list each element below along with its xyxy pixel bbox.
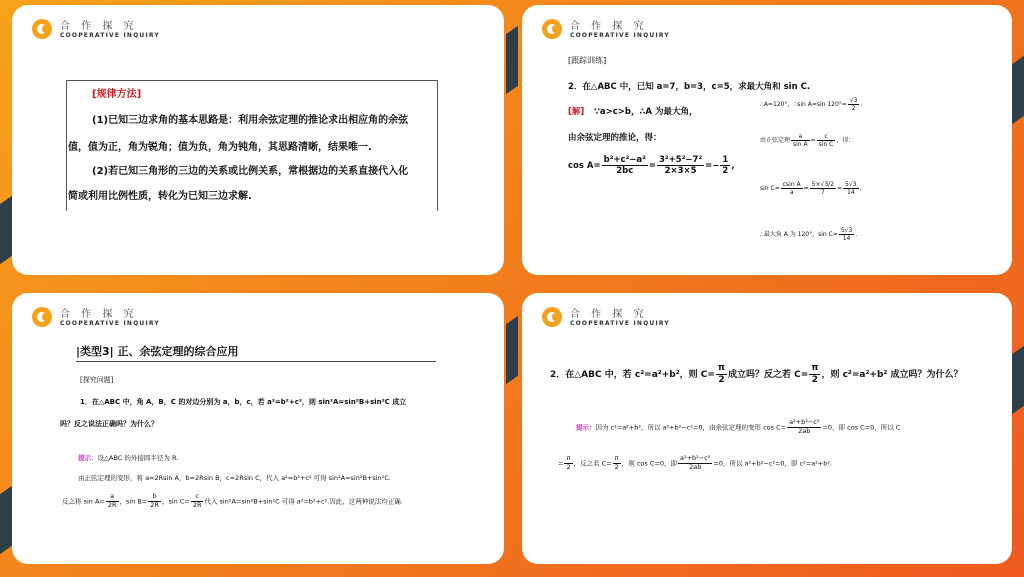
cos-prefix: cos A= [568,161,601,172]
question-text: 2．在△ABC 中，已知 a=7，b=3，c=5，求最大角和 sin C. [568,82,811,92]
numerator: 5√3 [845,181,857,188]
decor-stripe [506,316,518,384]
numerator: a²+b²−c² [789,418,820,426]
fraction [791,133,810,148]
header-title-en: COOPERATIVE INQUIRY [570,32,670,39]
numerator: 1 [722,155,729,165]
denominator: 2 [811,374,819,385]
fraction [848,97,860,112]
tip-line-2 [558,455,832,472]
decor-stripe [0,486,12,554]
denominator: 2 [614,462,619,471]
denominator: 2 [851,105,856,113]
text: 由正弦定理 [760,137,791,145]
logo-icon [32,19,52,39]
title-underline [76,361,436,362]
text: ，则 cos C=0，即 [621,459,677,468]
numerator: c [817,133,836,141]
denominator: 2R [107,500,117,509]
numerator: c [191,493,204,502]
slide-panel-4 [522,293,1012,564]
fraction [843,181,858,196]
header-title-en: COOPERATIVE INQUIRY [60,32,160,39]
numerator: 5×√3/2 [811,181,834,188]
denominator: 2 [722,166,729,177]
question-line: 1．在△ABC 中，角 A，B，C 的对边分别为 a，b，c，若 a²=b²+c²，则 sin²A=sin²B+sin²C 成立 [80,398,407,406]
proof-line: 由正弦定理的变形，将 a=2Rsin A，b=2Rsin B，c=2Rsin C，代入 a²=b²+c² 可得 sin²A=sin²B+sin²C. [78,474,391,482]
fraction [716,363,727,386]
denominator: 2ab [689,462,702,471]
tip-line [78,453,178,462]
proof-line-2 [62,493,403,510]
numerator: 3²+5²−7² [659,155,703,165]
text: ，则 c²=a²+b² 成立吗？为什么？ [821,369,963,380]
logo-icon [542,307,562,327]
numerator: a [106,493,119,502]
inquiry-tag: [探究问题] [80,376,114,384]
fraction [810,181,836,196]
solution-line: 由余弦定理的推论，得： [568,133,662,143]
denominator: 2×3×5 [664,166,697,177]
fraction [809,363,820,386]
text: 反之将 sin A= [62,497,105,506]
type-title: |类型3| 正、余弦定理的综合应用 [76,345,239,358]
text: = [558,459,564,468]
denominator: 14 [842,235,851,243]
denominator: 7 [820,189,825,197]
method-line: (2)若已知三角形的三边的关系或比例关系，常根据边的关系直接代入化 [92,166,409,177]
denominator: 2R [150,500,159,509]
text: =0，所以 a²+b²−c²=0，即 c²=a²+b². [713,459,833,468]
fraction [602,155,648,176]
header-title-cn: 合 作 探 究 [570,21,648,32]
header-title-cn: 合 作 探 究 [60,21,138,32]
denominator: 2bc [616,166,634,177]
logo-icon [542,19,562,39]
slide-panel-1 [12,5,504,275]
decor-stripe [0,196,12,264]
numerator: π [811,363,819,373]
method-line: (1)已知三边求角的基本思路是：利用余弦定理的推论求出相应角的余弦 [92,115,409,126]
decor-stripe [506,26,518,94]
question-line: 吗？反之说法正确吗？为什么？ [60,420,158,428]
numerator: a [791,133,810,141]
fraction [839,227,854,242]
denominator: sin A [793,141,808,149]
right-line-4: ∴最大角 A 为 120°，sin C= $\frac{5√3}{14}$ . [760,227,858,243]
fraction [720,155,730,176]
fraction [106,493,119,510]
fraction [613,455,621,472]
right-line-3: sin C= $\frac{\text{csin A}}{a}$ = $\frac{5\times√3/2}{7}$ = $\frac{5√3}{14}$ , [760,181,862,197]
fraction [564,455,572,472]
fraction [817,133,836,148]
numerator: π [613,455,621,464]
numerator: csin A [782,181,801,188]
text: ，得： [836,137,855,145]
numerator: √3 [849,97,858,104]
text: 2．在△ABC 中，若 c²=a²+b²，则 C= [550,369,715,380]
slide-panel-3 [12,293,504,564]
text: ，sin C= [161,497,190,506]
denominator: a [789,189,794,197]
text: ，反之若 C= [573,459,612,468]
text: ∴A=120°，∴sin A=sin 120°= [760,101,847,109]
cos-formula: cos A= $\frac{\text{b²+c²−a²}}{2bc}$ = $\frac{\text{3²+5²−7²}}{2\times 3\times 5}$ =− $\frac{1}{2}$ , [568,155,735,177]
denominator: 2ab [798,426,811,435]
tip-text: 设△ABC 的外接圆半径为 R. [97,454,179,462]
fraction [148,493,161,510]
decor-stripe [1012,346,1024,414]
answer-label: [解] [568,107,585,117]
logo-icon [32,307,52,327]
header-title-en: COOPERATIVE INQUIRY [60,320,160,327]
solution-line: ∵a>c>b，∴A 为最大角， [594,107,698,117]
right-line-2: 由正弦定理 $\frac{a}{\text{sin A}}$ = $\frac{c}{\text{sin C}}$ ，得： [760,133,855,149]
header-title-cn: 合 作 探 究 [570,309,648,320]
method-line: 简或利用比例性质，转化为已知三边求解. [68,191,252,202]
decor-stripe [1012,56,1024,124]
numerator: π [717,363,726,373]
text: ∴最大角 A 为 120°，sin C= [760,231,838,239]
equals: =− [705,161,720,172]
tip-label: 提示： [576,423,596,432]
header-title-en: COOPERATIVE INQUIRY [570,320,670,327]
fraction [657,155,704,176]
method-heading: [规律方法] [92,89,142,100]
numerator: π [564,455,572,464]
fraction [787,419,821,436]
question-line [550,363,962,386]
tip-line-1 [576,419,900,436]
fraction [191,493,204,510]
denominator: 14 [846,189,855,197]
tip-label: 提示： [78,454,98,462]
text: sin C= [760,185,780,193]
numerator: 5√3 [840,227,853,234]
method-line: 值，值为正，角为锐角；值为负，角为钝角，其思路清晰，结果唯一. [68,142,372,153]
denominator: 2R [192,500,202,509]
denominator: sin C [818,141,834,149]
text: 代入 sin²A=sin²B+sin²C 可得 a²=b²+c².因此，这两种说法均正确. [204,497,403,506]
numerator: b²+c²−a² [603,155,646,165]
fraction [678,455,712,472]
text: 因为 c²=a²+b²，所以 a²+b²−c²=0，由余弦定理的变形 cos C= [595,423,787,432]
numerator: a²+b²−c² [680,454,711,462]
denominator: 2 [566,462,571,471]
slide-panel-2 [522,5,1012,275]
denominator: 2 [718,374,725,385]
right-line-1: ∴A=120°，∴sin A=sin 120°= $\frac{√3}{2}$ . [760,97,863,113]
text: 成立吗？反之若 C= [728,369,809,380]
fraction [781,181,803,196]
header-title-cn: 合 作 探 究 [60,309,138,320]
training-tag: [跟踪训练] [568,56,607,65]
text: =0，即 cos C=0，所以 C [822,423,901,432]
text: ，sin B= [119,497,148,506]
numerator: b [148,493,161,502]
